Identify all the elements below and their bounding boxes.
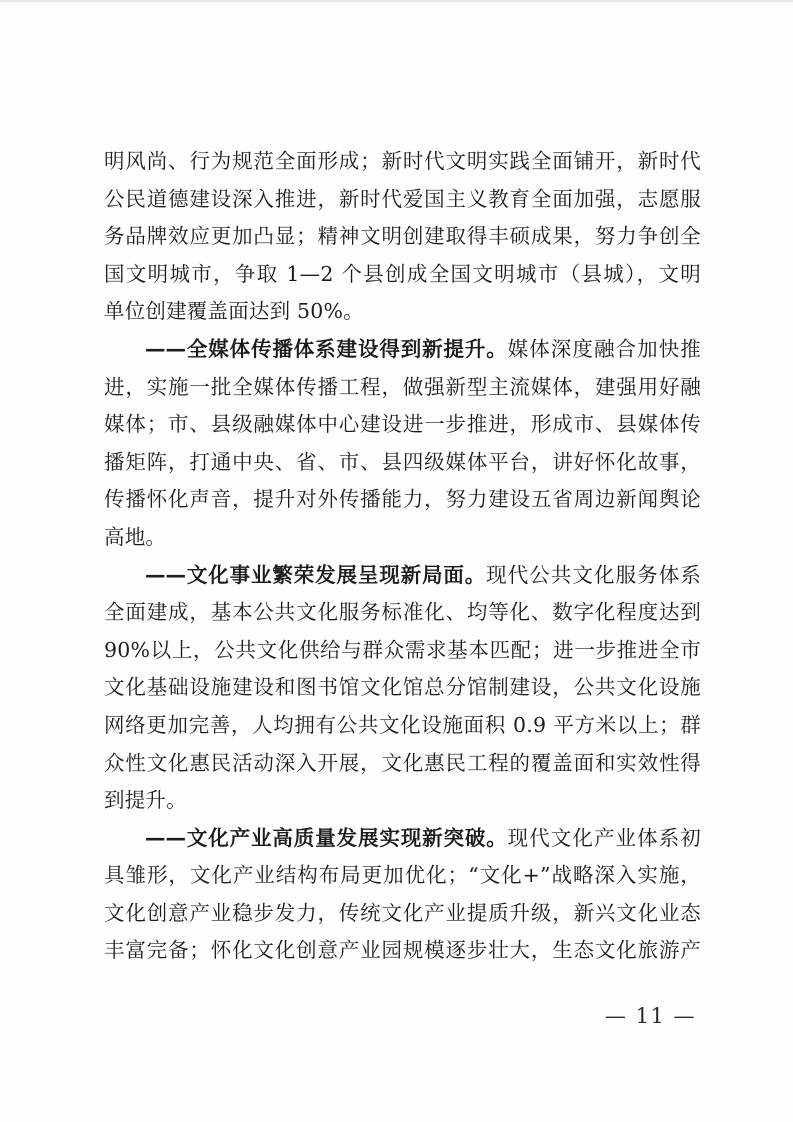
- section-heading: ——文化事业繁荣发展呈现新局面。: [145, 562, 487, 587]
- body-line: 播矩阵，打通中央、省、市、县四级媒体平台，讲好怀化故事，: [104, 449, 701, 474]
- body-line: 90%以上，公共文化供给与群众需求基本匹配；进一步推进全市: [104, 637, 701, 662]
- scan-edge-artifact: [0, 0, 793, 2]
- section-lead-line: [104, 557, 701, 595]
- body-line: 明风尚、行为规范全面形成；新时代文明实践全面铺开，新时代: [104, 149, 701, 173]
- body-line: 务品牌效应更加凸显；精神文明创建取得丰硕成果，努力争创全: [104, 224, 701, 249]
- paragraph-cultural-undertakings: [104, 557, 701, 820]
- body-line: 单位创建覆盖面达到 50%。: [104, 299, 364, 324]
- body-line: 传播怀化声音，提升对外传播能力，努力建设五省周边新闻舆论: [104, 487, 701, 512]
- page-number: — 11 —: [604, 1004, 696, 1028]
- body-text: 现代公共文化服务体系: [486, 562, 701, 587]
- body-line: 全面建成，基本公共文化服务标准化、均等化、数字化程度达到: [104, 600, 701, 625]
- body-line: 丰富完备；怀化文化创意产业园规模逐步壮大，生态文化旅游产: [104, 938, 701, 963]
- body-line: 媒体；市、县级融媒体中心建设进一步推进，形成市、县媒体传: [104, 412, 701, 437]
- body-line: 公民道德建设深入推进，新时代爱国主义教育全面加强，志愿服: [104, 186, 701, 211]
- section-heading: ——全媒体传播体系建设得到新提升。: [145, 336, 508, 361]
- section-lead-line: [104, 820, 701, 858]
- paragraph-media-system: [104, 331, 701, 557]
- body-line: 文化创意产业稳步发力，传统文化产业提质升级，新兴文化业态: [104, 900, 701, 925]
- body-line: 进，实施一批全媒体传播工程，做强新型主流媒体，建强用好融: [104, 374, 701, 399]
- document-body: [104, 143, 701, 970]
- body-text: 媒体深度融合加快推: [507, 336, 701, 361]
- paragraph-continuation: [104, 143, 701, 331]
- body-line: 高地。: [104, 524, 167, 549]
- section-heading: ——文化产业高质量发展实现新突破。: [145, 825, 508, 850]
- body-line: 到提升。: [104, 788, 187, 813]
- section-lead-line: [104, 331, 701, 369]
- body-text: 现代文化产业体系初: [507, 825, 701, 850]
- body-line: 文化基础设施建设和图书馆文化馆总分馆制建设，公共文化设施: [104, 675, 701, 700]
- paragraph-cultural-industry: [104, 820, 701, 970]
- body-line: 众性文化惠民活动深入开展，文化惠民工程的覆盖面和实效性得: [104, 750, 701, 775]
- body-line: 具雏形，文化产业结构布局更加优化；“文化+”战略深入实施，: [104, 863, 701, 888]
- body-line: 国文明城市，争取 1—2 个县创成全国文明城市（县城），文明: [104, 261, 701, 286]
- body-line: 网络更加完善，人均拥有公共文化设施面积 0.9 平方米以上；群: [104, 712, 701, 737]
